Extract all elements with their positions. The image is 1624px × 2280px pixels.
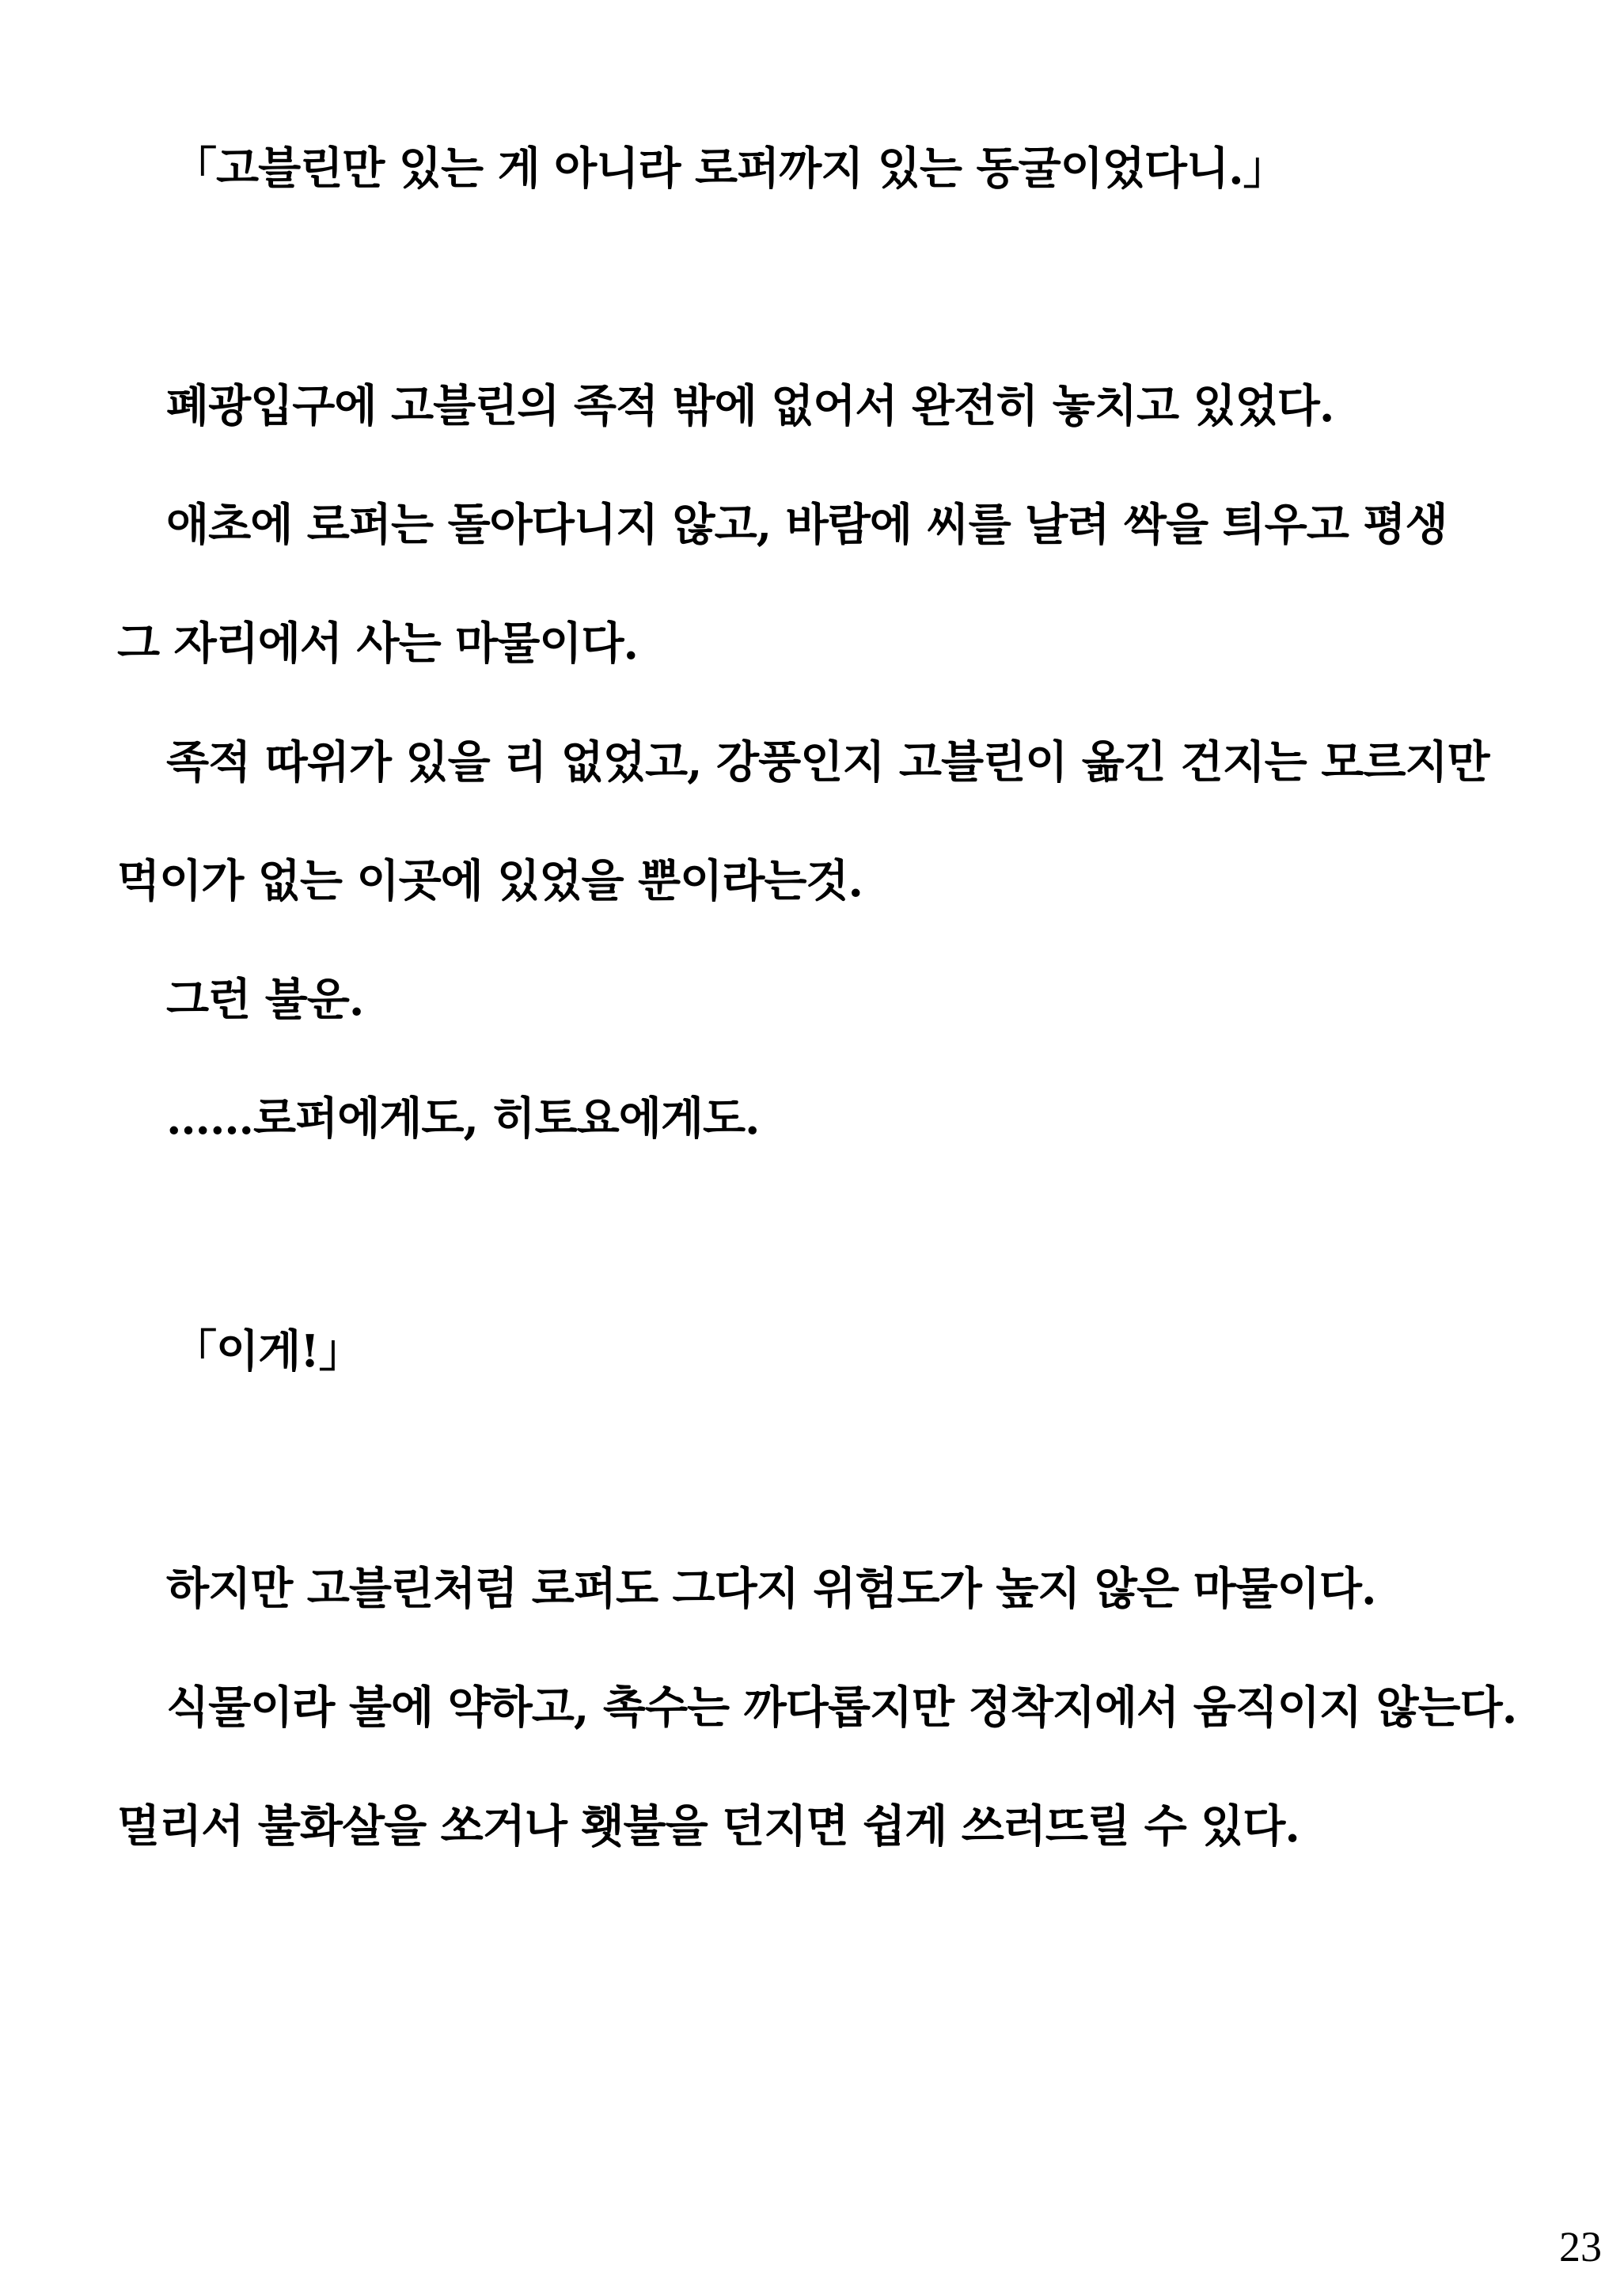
dialogue-line-1: 「고블린만 있는 게 아니라 로퍼까지 있는 동굴이었다니.」	[173, 142, 1287, 195]
paragraph-line-7: ……로퍼에게도, 히토요에게도.	[166, 1092, 760, 1145]
page-number: 23	[1559, 2223, 1602, 2270]
paragraph-line-2: 애초에 로퍼는 돌아다니지 않고, 바람에 씨를 날려 싹을 틔우고 평생	[166, 499, 1448, 551]
paragraph-line-1: 폐광입구에 고블린의 족적 밖에 없어서 완전히 놓치고 있었다.	[166, 380, 1334, 432]
paragraph-line-3: 그 자리에서 사는 마물이다.	[117, 618, 639, 670]
paragraph-line-4: 족적 따위가 있을 리 없었고, 강풍인지 고블린이 옮긴 건지는 모르지만	[166, 736, 1489, 788]
paragraph-line-8: 하지만 고블린처럼 로퍼도 그다지 위험도가 높지 않은 마물이다.	[166, 1563, 1376, 1615]
paragraph-line-10: 멀리서 불화살을 쏘거나 횃불을 던지면 쉽게 쓰러뜨릴 수 있다.	[117, 1800, 1300, 1852]
dialogue-line-2: 「이게!」	[173, 1325, 362, 1378]
paragraph-line-5: 먹이가 없는 이곳에 있었을 뿐이라는것.	[117, 855, 863, 907]
paragraph-line-6: 그런 불운.	[166, 974, 364, 1026]
paragraph-line-9: 식물이라 불에 약하고, 촉수는 까다롭지만 정착지에서 움직이지 않는다.	[166, 1682, 1517, 1734]
